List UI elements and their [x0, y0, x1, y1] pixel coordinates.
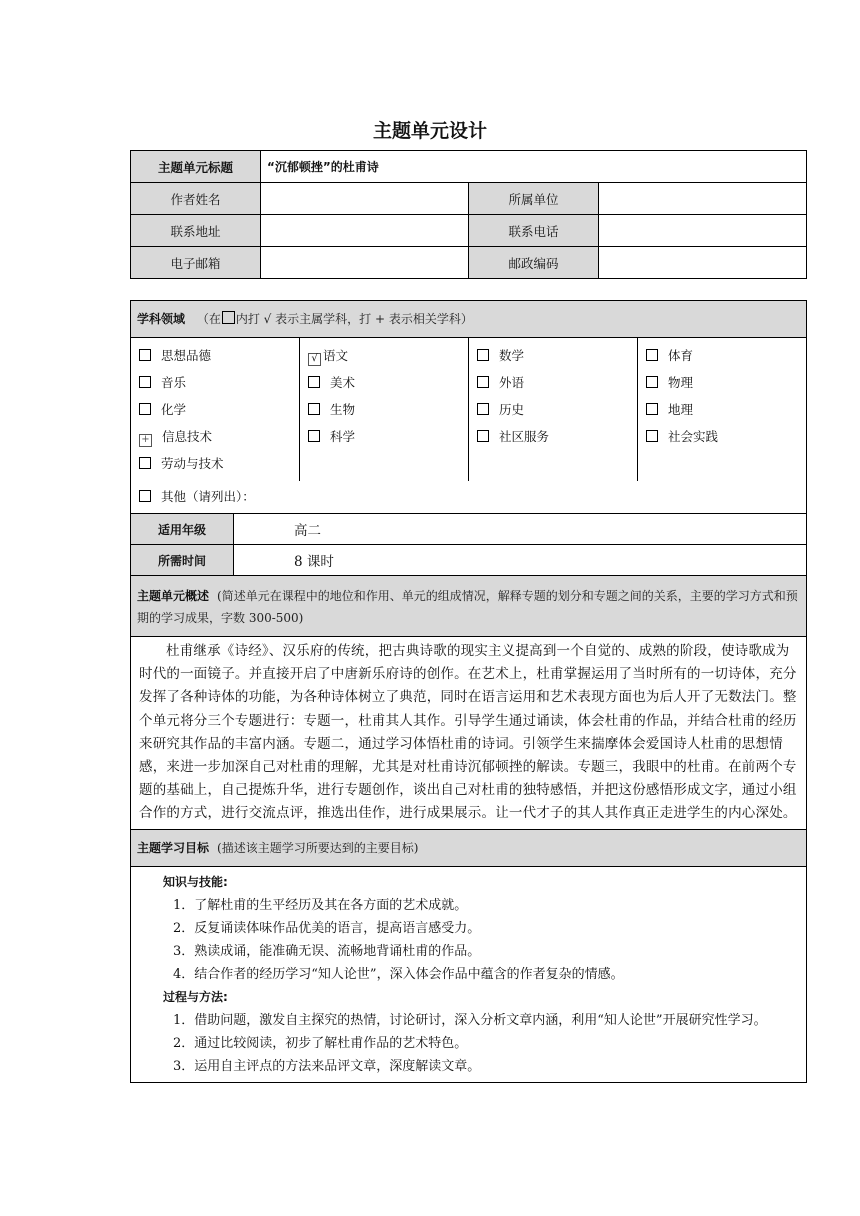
checkbox-icon[interactable]	[646, 376, 658, 388]
subject-item[interactable]	[477, 373, 631, 400]
goal-item: 4．结合作者的经历学习“知人论世”，深入体会作品中蕴含的作者复杂的情感。	[173, 966, 624, 982]
subject-item[interactable]	[139, 427, 293, 454]
grade-label: 适用年级	[131, 514, 234, 545]
overview-label: 主题单元概述	[137, 589, 210, 603]
subject-name: 体育	[668, 348, 694, 363]
subject-name: 数学	[499, 348, 525, 363]
affiliation-label: 所属单位	[469, 183, 599, 215]
subject-item[interactable]	[139, 400, 293, 427]
subject-item[interactable]	[646, 427, 800, 454]
subject-column-1	[131, 338, 300, 482]
checkbox-icon[interactable]	[308, 376, 320, 388]
subject-column-3	[469, 338, 638, 482]
subject-name: 语文	[323, 348, 349, 363]
checkbox-checked-plus-icon[interactable]: +	[139, 434, 152, 447]
author-name-label: 作者姓名	[131, 183, 261, 215]
goals-content[interactable]	[131, 866, 807, 1082]
subject-name: 信息技术	[162, 429, 213, 444]
subject-item[interactable]	[477, 427, 631, 454]
checkbox-checked-tick-icon[interactable]: √	[308, 353, 321, 366]
subject-item[interactable]	[139, 454, 293, 481]
subject-item[interactable]	[646, 373, 800, 400]
time-value[interactable]: 8 课时	[234, 545, 807, 576]
overview-note: (简述单元在课程中的地位和作用、单元的组成情况，解释专题的划分和专题之间的关系，主要的学习方式和预期的学习成果，字数 300-500)	[137, 589, 798, 625]
subject-column-2	[300, 338, 469, 482]
subjects-header	[131, 301, 807, 338]
email-field[interactable]	[261, 247, 469, 279]
goal-item: 1．借助问题，激发自主探究的热情，讨论研讨，深入分析文章内涵，利用“知人论世”开展研究性学习。	[173, 1012, 767, 1028]
checkbox-icon[interactable]	[646, 430, 658, 442]
subject-item[interactable]	[308, 427, 462, 454]
subjects-note-prefix: （在	[196, 312, 221, 326]
subject-item[interactable]	[646, 346, 800, 373]
subject-item[interactable]	[308, 400, 462, 427]
subject-name: 物理	[668, 375, 694, 390]
subject-item[interactable]	[139, 346, 293, 373]
subject-column-4	[638, 338, 807, 482]
goal-item: 2．反复诵读体味作品优美的语言，提高语言感受力。	[173, 920, 481, 936]
subject-name: 社区服务	[499, 429, 550, 444]
email-label: 电子邮箱	[131, 247, 261, 279]
subject-name: 科学	[330, 429, 356, 444]
unit-title-value[interactable]: “沉郁顿挫”的杜甫诗	[261, 151, 807, 183]
goals-header	[131, 829, 807, 866]
time-label: 所需时间	[131, 545, 234, 576]
overview-header	[131, 576, 807, 637]
postcode-field[interactable]	[599, 247, 807, 279]
subject-item[interactable]	[308, 346, 462, 373]
design-table	[130, 300, 807, 1083]
overview-text[interactable]: 杜甫继承《诗经》、汉乐府的传统，把古典诗歌的现实主义提高到一个自觉的、成熟的阶段，使诗歌成为时代的一面镜子。并直接开启了中唐新乐府诗的创作。在艺术上，杜甫掌握运用了当时所有的一切诗体，充分发挥了各种诗体的功能，为各种诗体树立了典范，同时在语言运用和艺术表现方面也为后人开了无数法门。整个单元将分三个专题进行：专题一，杜甫其人其作。引导学生通过诵读，体会杜甫的作品，并结合杜甫的经历来研究其作品的丰富内涵。专题二，通过学习体悟杜甫的诗词。引领学生来揣摩体会爱国诗人杜甫的思想情感，来进一步加深自己对杜甫的理解，尤其是对杜甫诗沉郁顿挫的解读。专题三，我眼中的杜甫。在前两个专题的基础上，自己提炼升华，进行专题创作，谈出自己对杜甫的独特感悟，并把这份感悟形成文字，通过小组合作的方式，进行交流点评，推选出佳作，进行成果展示。让一代才子的其人其作真正走进学生的内心深处。	[131, 637, 807, 830]
checkbox-icon[interactable]	[646, 349, 658, 361]
checkbox-icon[interactable]	[308, 430, 320, 442]
checkbox-icon[interactable]	[477, 349, 489, 361]
subjects-label: 学科领域	[137, 312, 186, 326]
phone-label: 联系电话	[469, 215, 599, 247]
postcode-label: 邮政编码	[469, 247, 599, 279]
goal-item: 1．了解杜甫的生平经历及其在各方面的艺术成就。	[173, 897, 468, 913]
goals-heading-process: 过程与方法:	[163, 989, 228, 1004]
subject-name: 美术	[330, 375, 356, 390]
goal-item: 2．通过比较阅读，初步了解杜甫作品的艺术特色。	[173, 1035, 468, 1051]
checkbox-icon[interactable]	[646, 403, 658, 415]
subject-name: 历史	[499, 402, 525, 417]
other-subjects-label: 其他（请列出）：	[161, 489, 255, 504]
subject-name: 生物	[330, 402, 356, 417]
goal-item: 3．熟读成诵，能准确无误、流畅地背诵杜甫的作品。	[173, 943, 481, 959]
page-title: 主题单元设计	[372, 120, 487, 142]
unit-title-label: 主题单元标题	[131, 151, 261, 183]
subject-name: 化学	[161, 402, 187, 417]
checkbox-icon[interactable]	[139, 457, 151, 469]
subject-item[interactable]	[477, 400, 631, 427]
goal-item: 3．运用自主评点的方法来品评文章，深度解读文章。	[173, 1058, 481, 1074]
checkbox-icon[interactable]	[139, 490, 151, 502]
subject-name: 思想品德	[161, 348, 212, 363]
address-label: 联系地址	[131, 215, 261, 247]
goals-note: (描述该主题学习所要达到的主要目标)	[217, 840, 419, 855]
other-subjects[interactable]	[131, 481, 807, 514]
subject-name: 音乐	[161, 375, 187, 390]
subject-item[interactable]	[308, 373, 462, 400]
phone-field[interactable]	[599, 215, 807, 247]
checkbox-icon[interactable]	[139, 349, 151, 361]
goals-heading-knowledge: 知识与技能:	[163, 874, 228, 889]
subject-name: 社会实践	[668, 429, 719, 444]
checkbox-icon[interactable]	[477, 430, 489, 442]
author-name-field[interactable]	[261, 183, 469, 215]
subject-item[interactable]	[477, 346, 631, 373]
goals-label: 主题学习目标	[137, 840, 210, 855]
subject-name: 劳动与技术	[161, 456, 224, 471]
checkbox-icon[interactable]	[477, 403, 489, 415]
subject-name: 地理	[668, 402, 694, 417]
affiliation-field[interactable]	[599, 183, 807, 215]
checkbox-icon[interactable]	[477, 376, 489, 388]
grade-value[interactable]: 高二	[234, 514, 807, 545]
subject-item[interactable]	[139, 373, 293, 400]
subject-item[interactable]	[646, 400, 800, 427]
address-field[interactable]	[261, 215, 469, 247]
checkbox-icon[interactable]	[139, 376, 151, 388]
subject-name: 外语	[499, 375, 525, 390]
checkbox-sample-icon	[222, 311, 235, 324]
checkbox-icon[interactable]	[308, 403, 320, 415]
checkbox-icon[interactable]	[139, 403, 151, 415]
info-table	[130, 150, 807, 279]
subjects-note-suffix: 内打 √ 表示主属学科，打 + 表示相关学科）	[235, 312, 473, 326]
